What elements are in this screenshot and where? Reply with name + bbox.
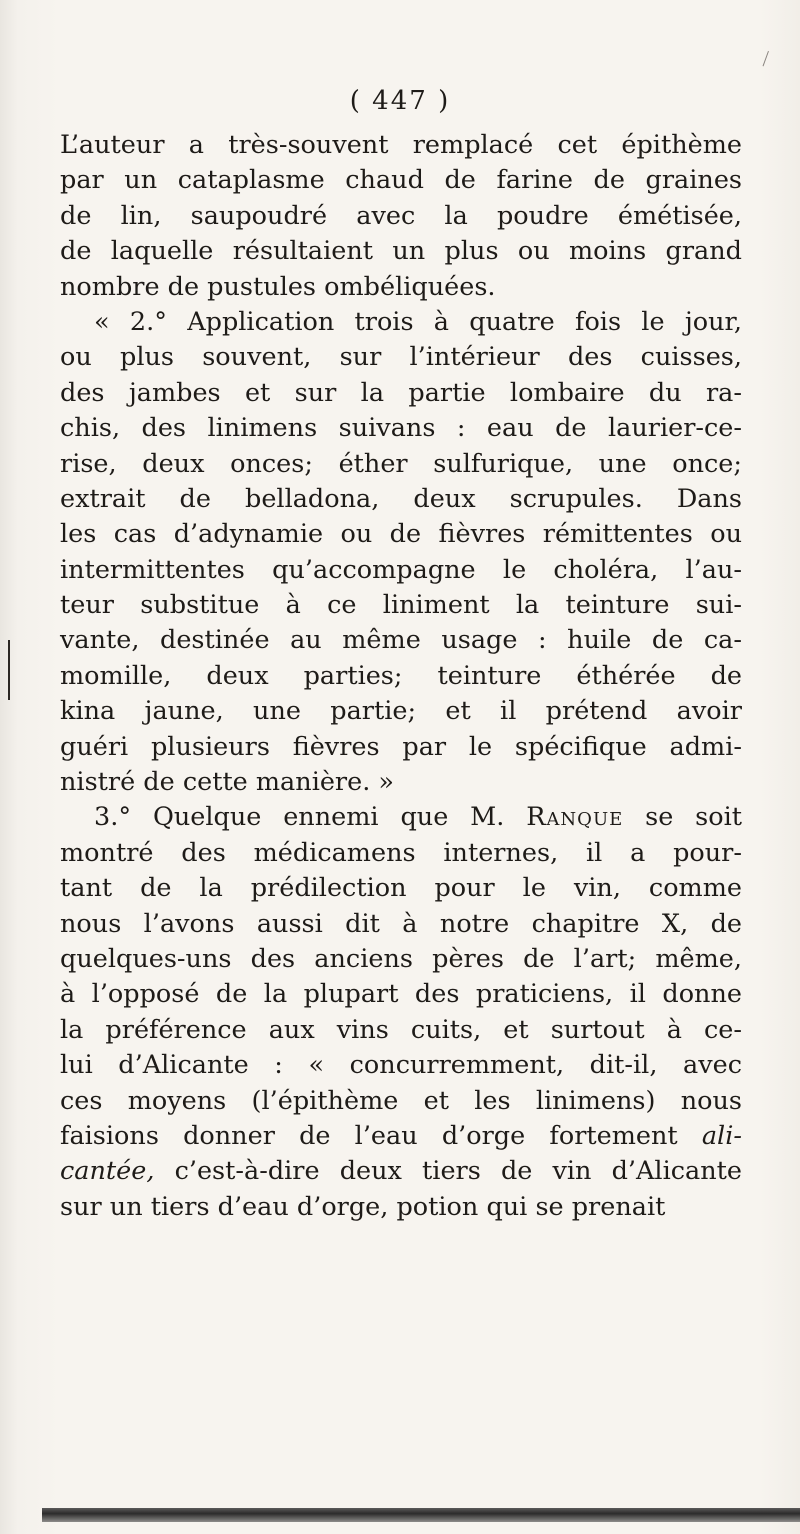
- text-run: se soit: [623, 802, 742, 833]
- text-line: lui d’Alicante : « concurremment, dit-il, avec: [60, 1050, 742, 1081]
- author-name: Ranque: [526, 802, 624, 833]
- text-line: quelques-uns des anciens pères de l’art; même,: [60, 943, 742, 974]
- text-line: nistré de cette manière. »: [60, 767, 395, 798]
- text-line: [60, 1119, 742, 1154]
- text-line: par un cataplasme chaud de farine de graines: [60, 165, 742, 196]
- page-number: ( 447 ): [349, 86, 451, 116]
- text-run: c’est-à-dire deux tiers de vin d’Alicante: [154, 1156, 742, 1187]
- text-line: vante, destinée au même usage : huile de ca-: [60, 625, 742, 656]
- text-line: extrait de belladona, deux scrupules. Dans: [60, 483, 742, 514]
- margin-mark: [8, 640, 10, 700]
- corner-mark: [763, 51, 777, 69]
- italic-word: cantée,: [60, 1156, 155, 1187]
- text-line: « 2.° Application trois à quatre fois le jour,: [94, 306, 742, 337]
- text-line: kina jaune, une partie; et il prétend avoir: [60, 696, 742, 727]
- text-run: 3.° Quelque ennemi que M.: [94, 802, 527, 833]
- text-line: rise, deux onces; éther sulfurique, une once;: [60, 448, 742, 479]
- text-line: ces moyens (l’épithème et les linimens) nous: [60, 1085, 742, 1116]
- text-line: guéri plusieurs fièvres par le spécifique admi-: [60, 731, 742, 762]
- text-line: L’auteur a très-souvent remplacé cet épithème: [60, 130, 742, 160]
- text-line: sur un tiers d’eau d’orge, potion qui se prenait: [60, 1191, 666, 1222]
- text-line: les cas d’adynamie ou de fièvres rémittentes ou: [60, 519, 742, 550]
- text-line: montré des médicamens internes, il a pour-: [60, 837, 742, 868]
- italic-word: ali-: [701, 1120, 742, 1151]
- text-line: tant de la prédilection pour le vin, comme: [60, 873, 742, 904]
- text-line: [60, 800, 742, 835]
- text-line: à l’opposé de la plupart des praticiens, il donne: [60, 979, 742, 1010]
- text-line: ou plus souvent, sur l’intérieur des cuisses,: [60, 342, 742, 373]
- text-line: teur substitue à ce liniment la teinture sui-: [60, 590, 742, 621]
- text-line: intermittentes qu’accompagne le choléra, l’au-: [60, 554, 742, 585]
- text-line: la préférence aux vins cuits, et surtout à ce-: [60, 1014, 742, 1045]
- text-run: faisions donner de l’eau d’orge fortement: [60, 1120, 702, 1151]
- body-text: [60, 128, 742, 1225]
- text-line: de lin, saupoudré avec la poudre émétisée,: [60, 200, 742, 231]
- text-line: nombre de pustules ombéliquées.: [60, 271, 496, 302]
- text-line: nous l’avons aussi dit à notre chapitre X, de: [60, 908, 742, 939]
- text-line: chis, des linimens suivans : eau de laurier-ce-: [60, 413, 742, 444]
- text-line: [60, 1154, 742, 1189]
- bottom-edge-band: [42, 1508, 800, 1522]
- text-line: momille, deux parties; teinture éthérée de: [60, 660, 742, 691]
- text-line: des jambes et sur la partie lombaire du ra-: [60, 377, 742, 408]
- text-line: de laquelle résultaient un plus ou moins grand: [60, 236, 742, 267]
